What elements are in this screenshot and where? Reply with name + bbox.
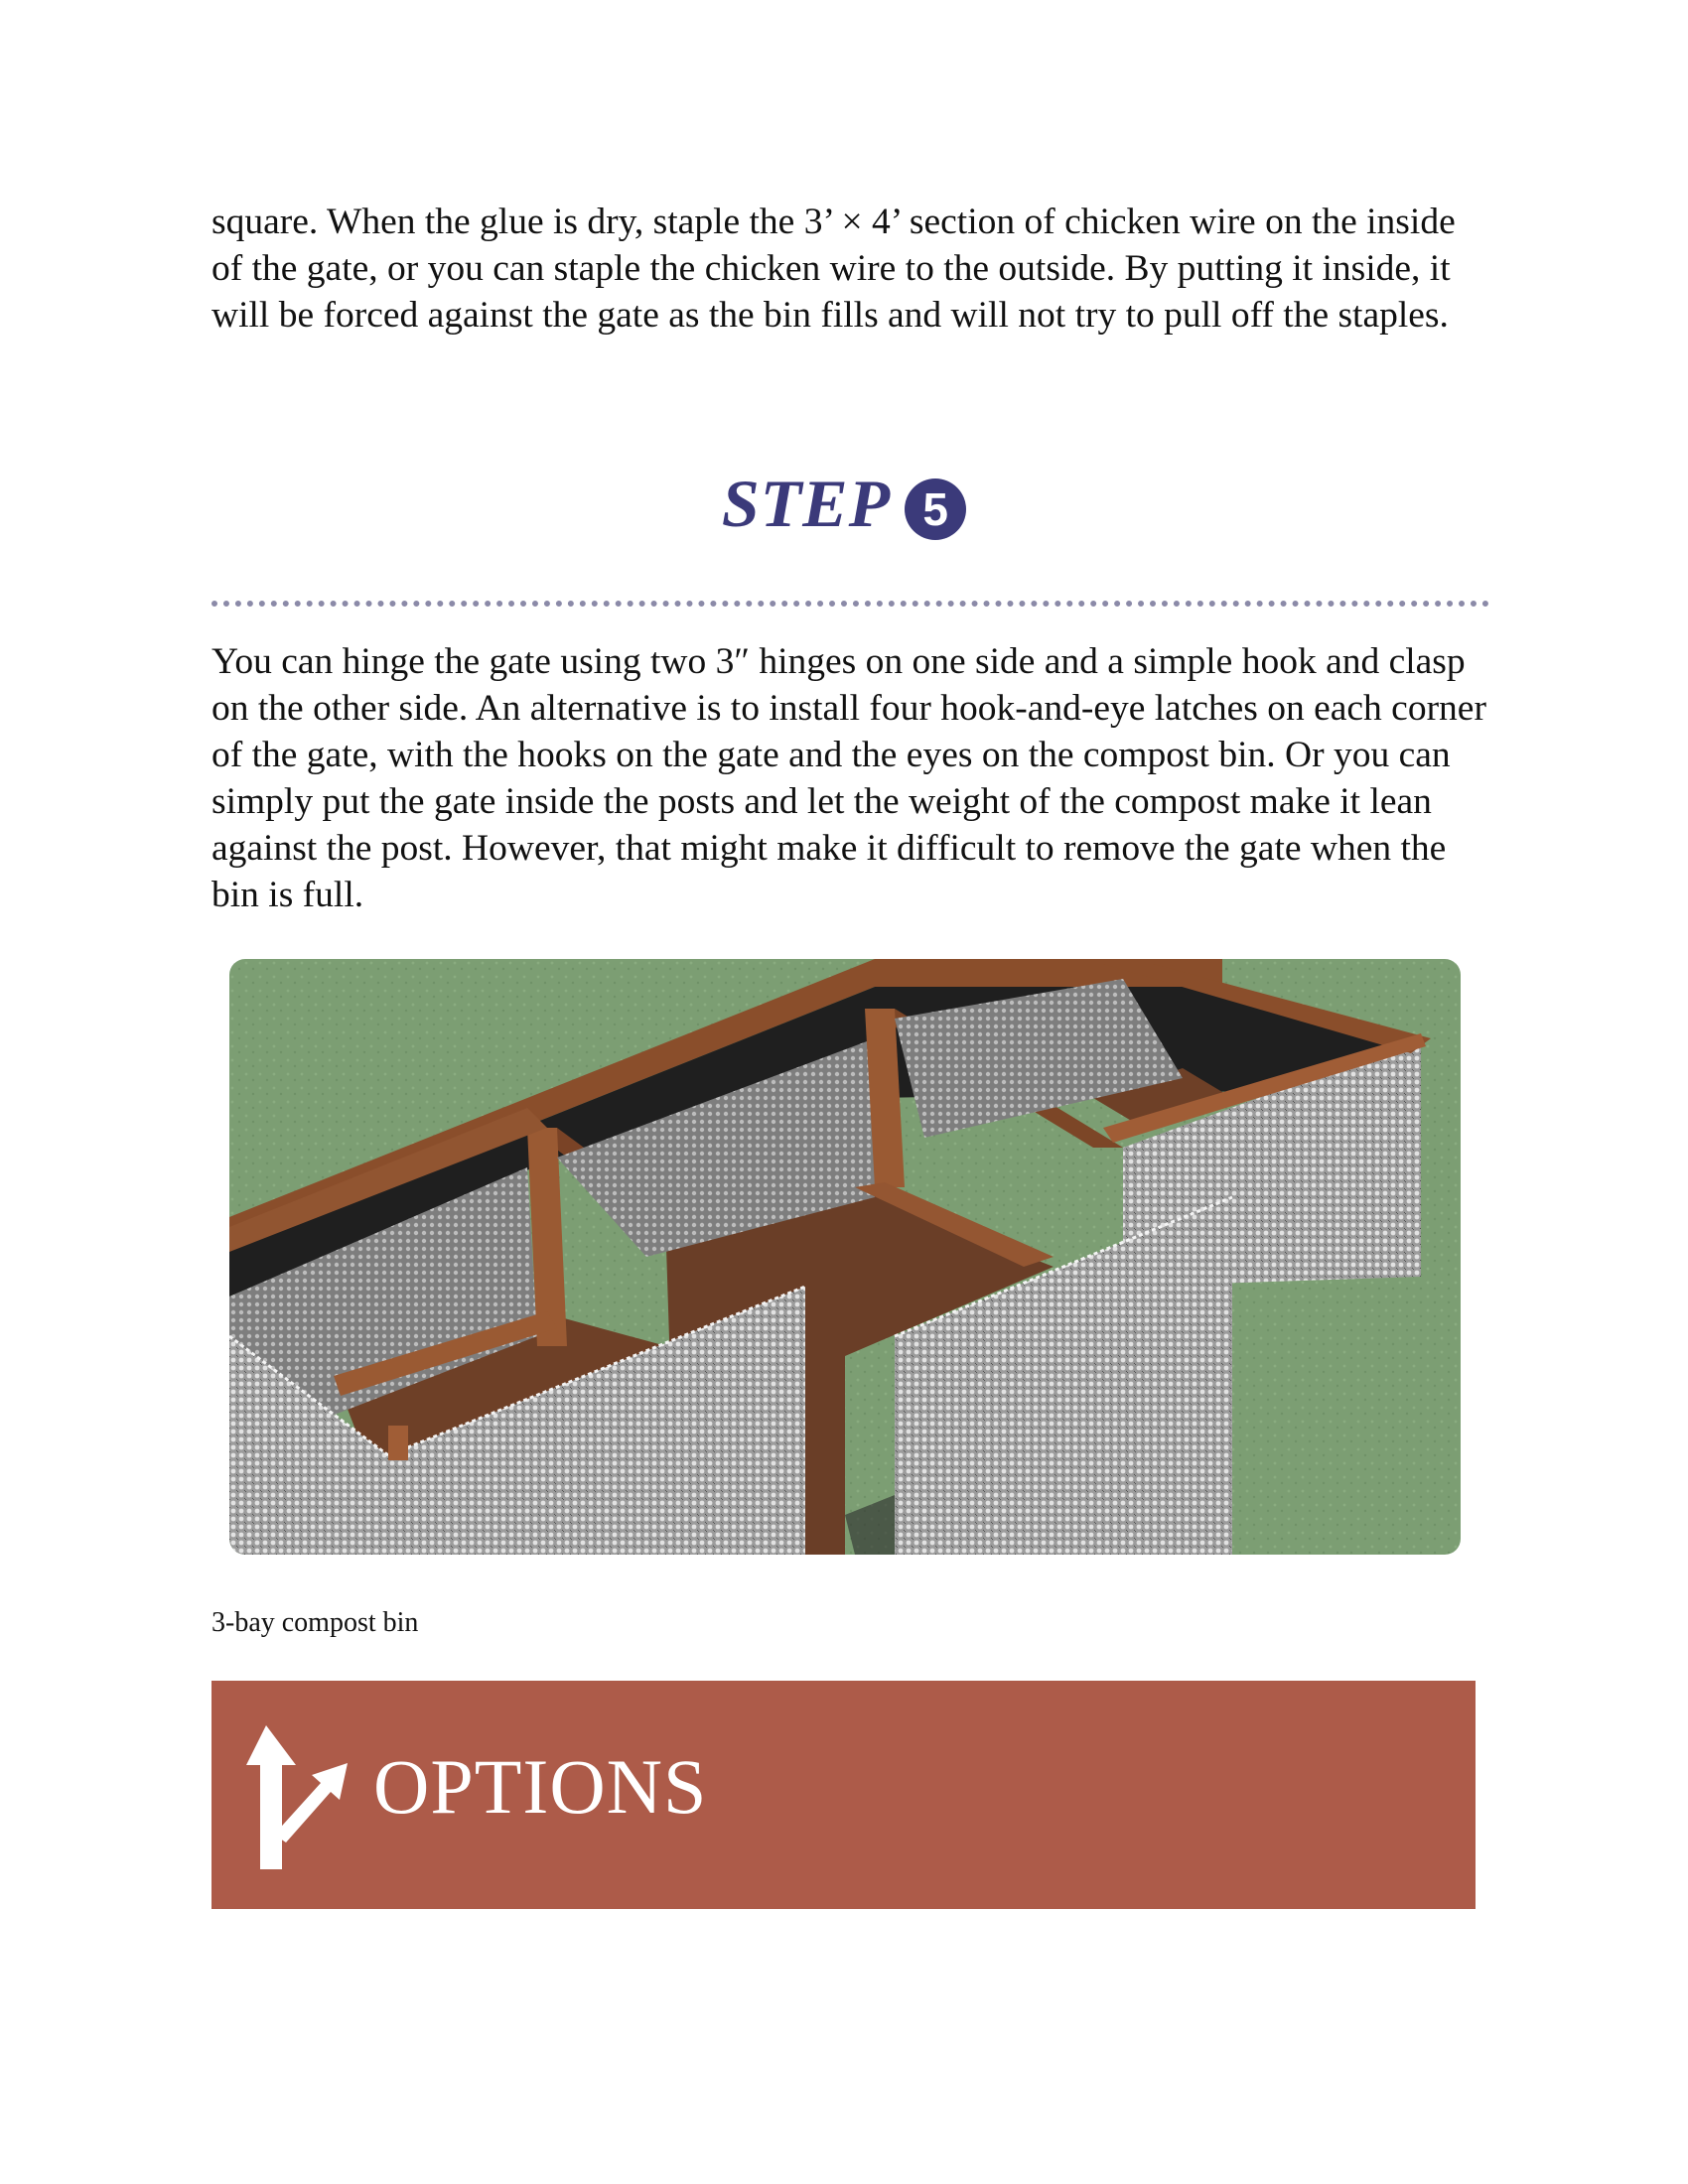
figure-caption: 3-bay compost bin [211, 1607, 419, 1638]
dotted-divider [211, 601, 1489, 607]
step-paragraph: You can hinge the gate using two 3″ hinges on one side and a simple hook and clasp on the other side. An alternative is to install four hook-and-eye latches on each corner of the gate, with the hooks on the gate and the eyes on the compost bin. Or you can simply put the gate inside the posts and let the weight of the compost make it lean against the post. However, that might make it difficult to remove the gate when the bin is full. [211, 641, 1486, 915]
step-heading [0, 457, 1688, 543]
intro-paragraph: square. When the glue is dry, staple the 3’ × 4’ section of chicken wire on the inside of the gate, or you can staple the chicken wire to the outside. By putting it inside, it will be forced against the gate as the bin fills and will not try to pull off the staples. [211, 202, 1456, 336]
compost-bin-illustration [229, 959, 1461, 1555]
options-title: OPTIONS [373, 1743, 708, 1830]
left-corner-post [388, 1426, 408, 1460]
fork-arrow-icon [246, 1725, 355, 1869]
step-number-badge: 5 [905, 478, 966, 540]
step-word: STEP [721, 466, 892, 542]
options-banner [211, 1681, 1476, 1909]
